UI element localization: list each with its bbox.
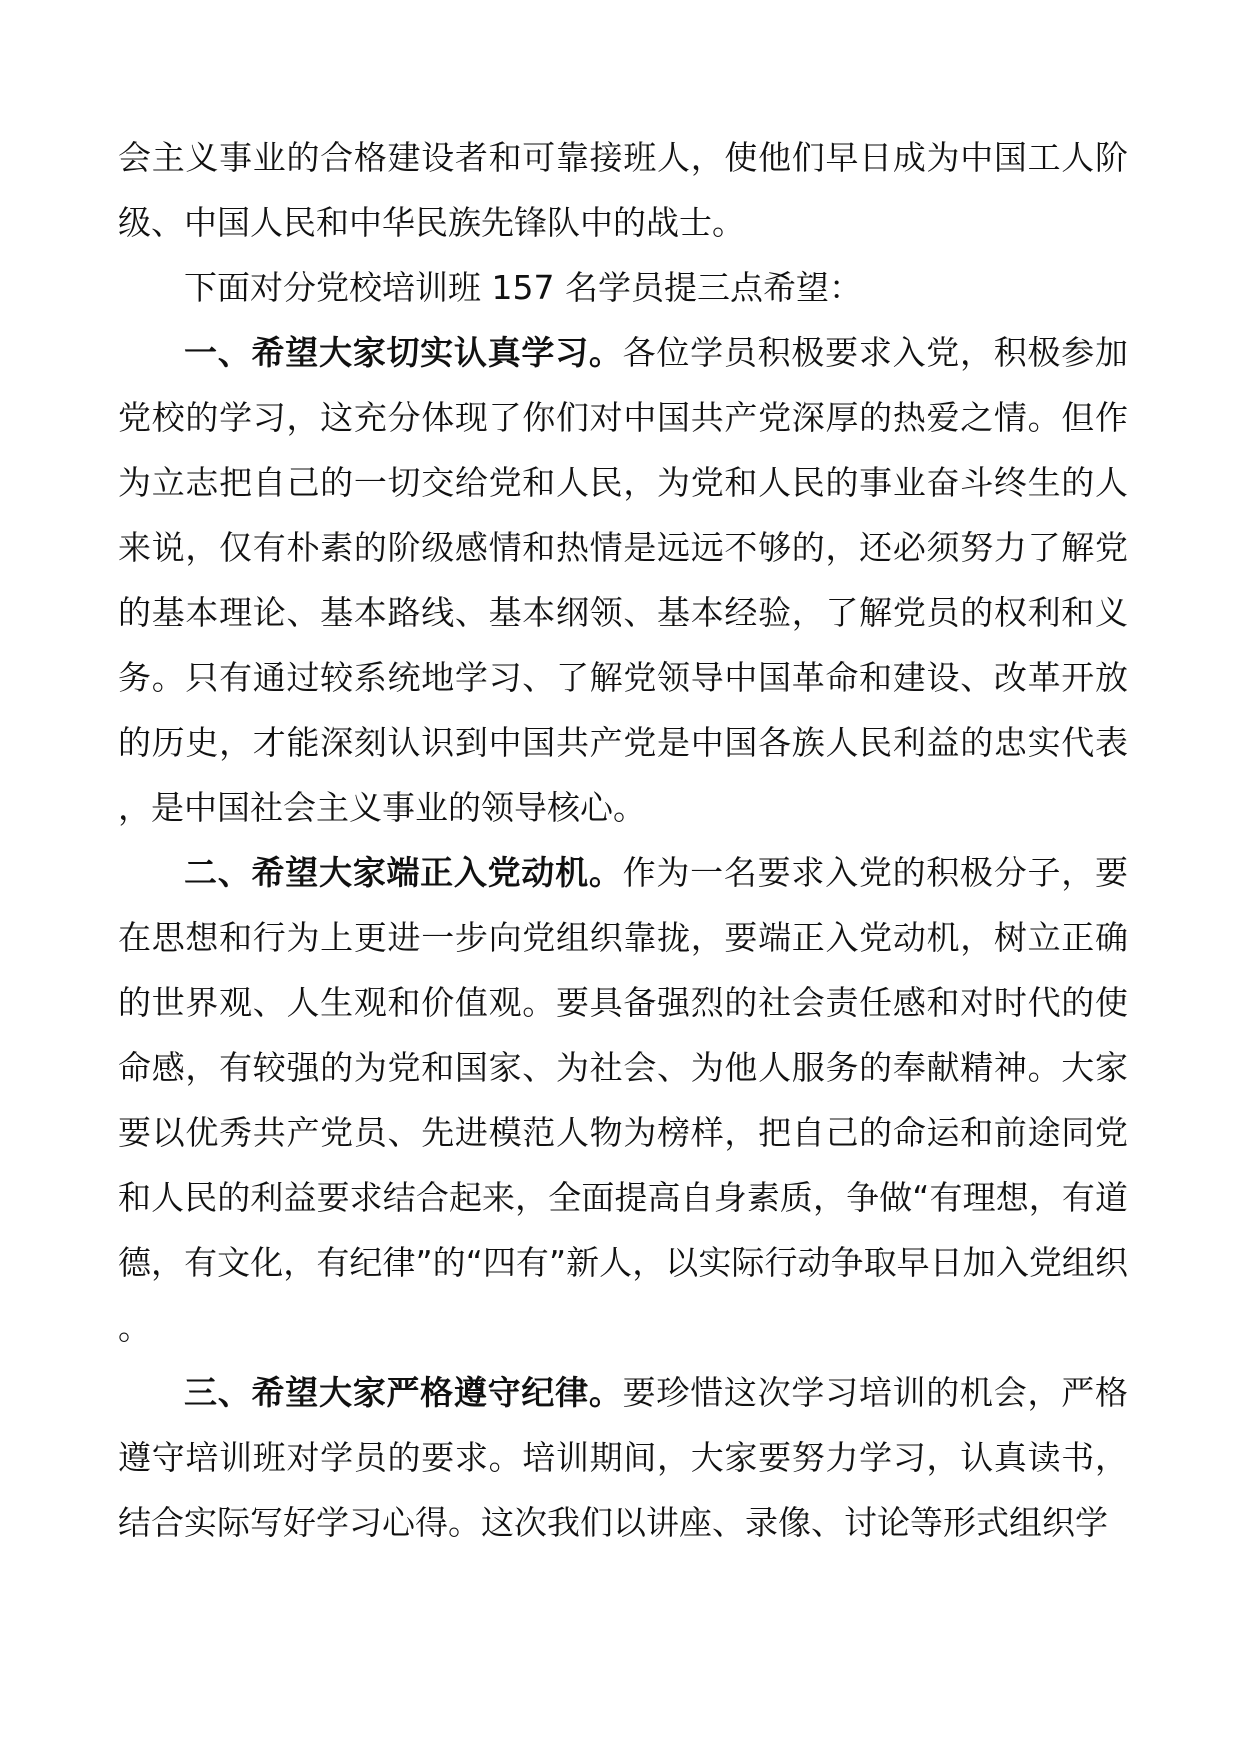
paragraph-point-2: [118, 840, 1128, 1360]
paragraph-point-3: [118, 1360, 1128, 1555]
paragraph-text: 各位学员积极要求入党，积极参加党校的学习，这充分体现了你们对中国共产党深厚的热爱之情。但作为立志把自己的一切交给党和人民，为党和人民的事业奋斗终生的人来说，仅有朴素的阶级感情和热情是远远不够的，还必须努力了解党的基本理论、基本路线、基本纲领、基本经验，了解党员的权利和义务。只有通过较系统地学习、了解党领导中国革命和建设、改革开放的历史，才能深刻认识到中国共产党是中国各族人民利益的忠实代表，是中国社会主义事业的领导核心。: [118, 333, 1129, 827]
point-heading: 三、希望大家严格遵守纪律。: [184, 1373, 623, 1412]
paragraph-text: 要珍惜这次学习培训的机会，严格遵守培训班对学员的要求。培训期间，大家要努力学习，认真读书，结合实际写好学习心得。这次我们以讲座、录像、讨论等形式组织学: [118, 1373, 1129, 1542]
paragraph-continuation: [118, 125, 1128, 255]
paragraph-text: 会主义事业的合格建设者和可靠接班人，使他们早日成为中国工人阶级、中国人民和中华民族先锋队中的战士。: [118, 138, 1128, 242]
paragraph-text: 作为一名要求入党的积极分子，要在思想和行为上更进一步向党组织靠拢，要端正入党动机，树立正确的世界观、人生观和价值观。要具备强烈的社会责任感和对时代的使命感，有较强的为党和国家、为社会、为他人服务的奉献精神。大家要以优秀共产党员、先进模范人物为榜样，把自己的命运和前途同党和人民的利益要求结合起来，全面提高自身素质，争做“有理想，有道德，有文化，有纪律”的“四有”新人，以实际行动争取早日加入党组织。: [118, 853, 1129, 1347]
paragraph-point-1: [118, 320, 1128, 840]
paragraph-text: 下面对分党校培训班 157 名学员提三点希望：: [184, 268, 862, 307]
paragraph-intro: [118, 255, 1128, 320]
point-heading: 一、希望大家切实认真学习。: [184, 333, 623, 372]
point-heading: 二、希望大家端正入党动机。: [184, 853, 623, 892]
document-body: [118, 125, 1128, 1555]
